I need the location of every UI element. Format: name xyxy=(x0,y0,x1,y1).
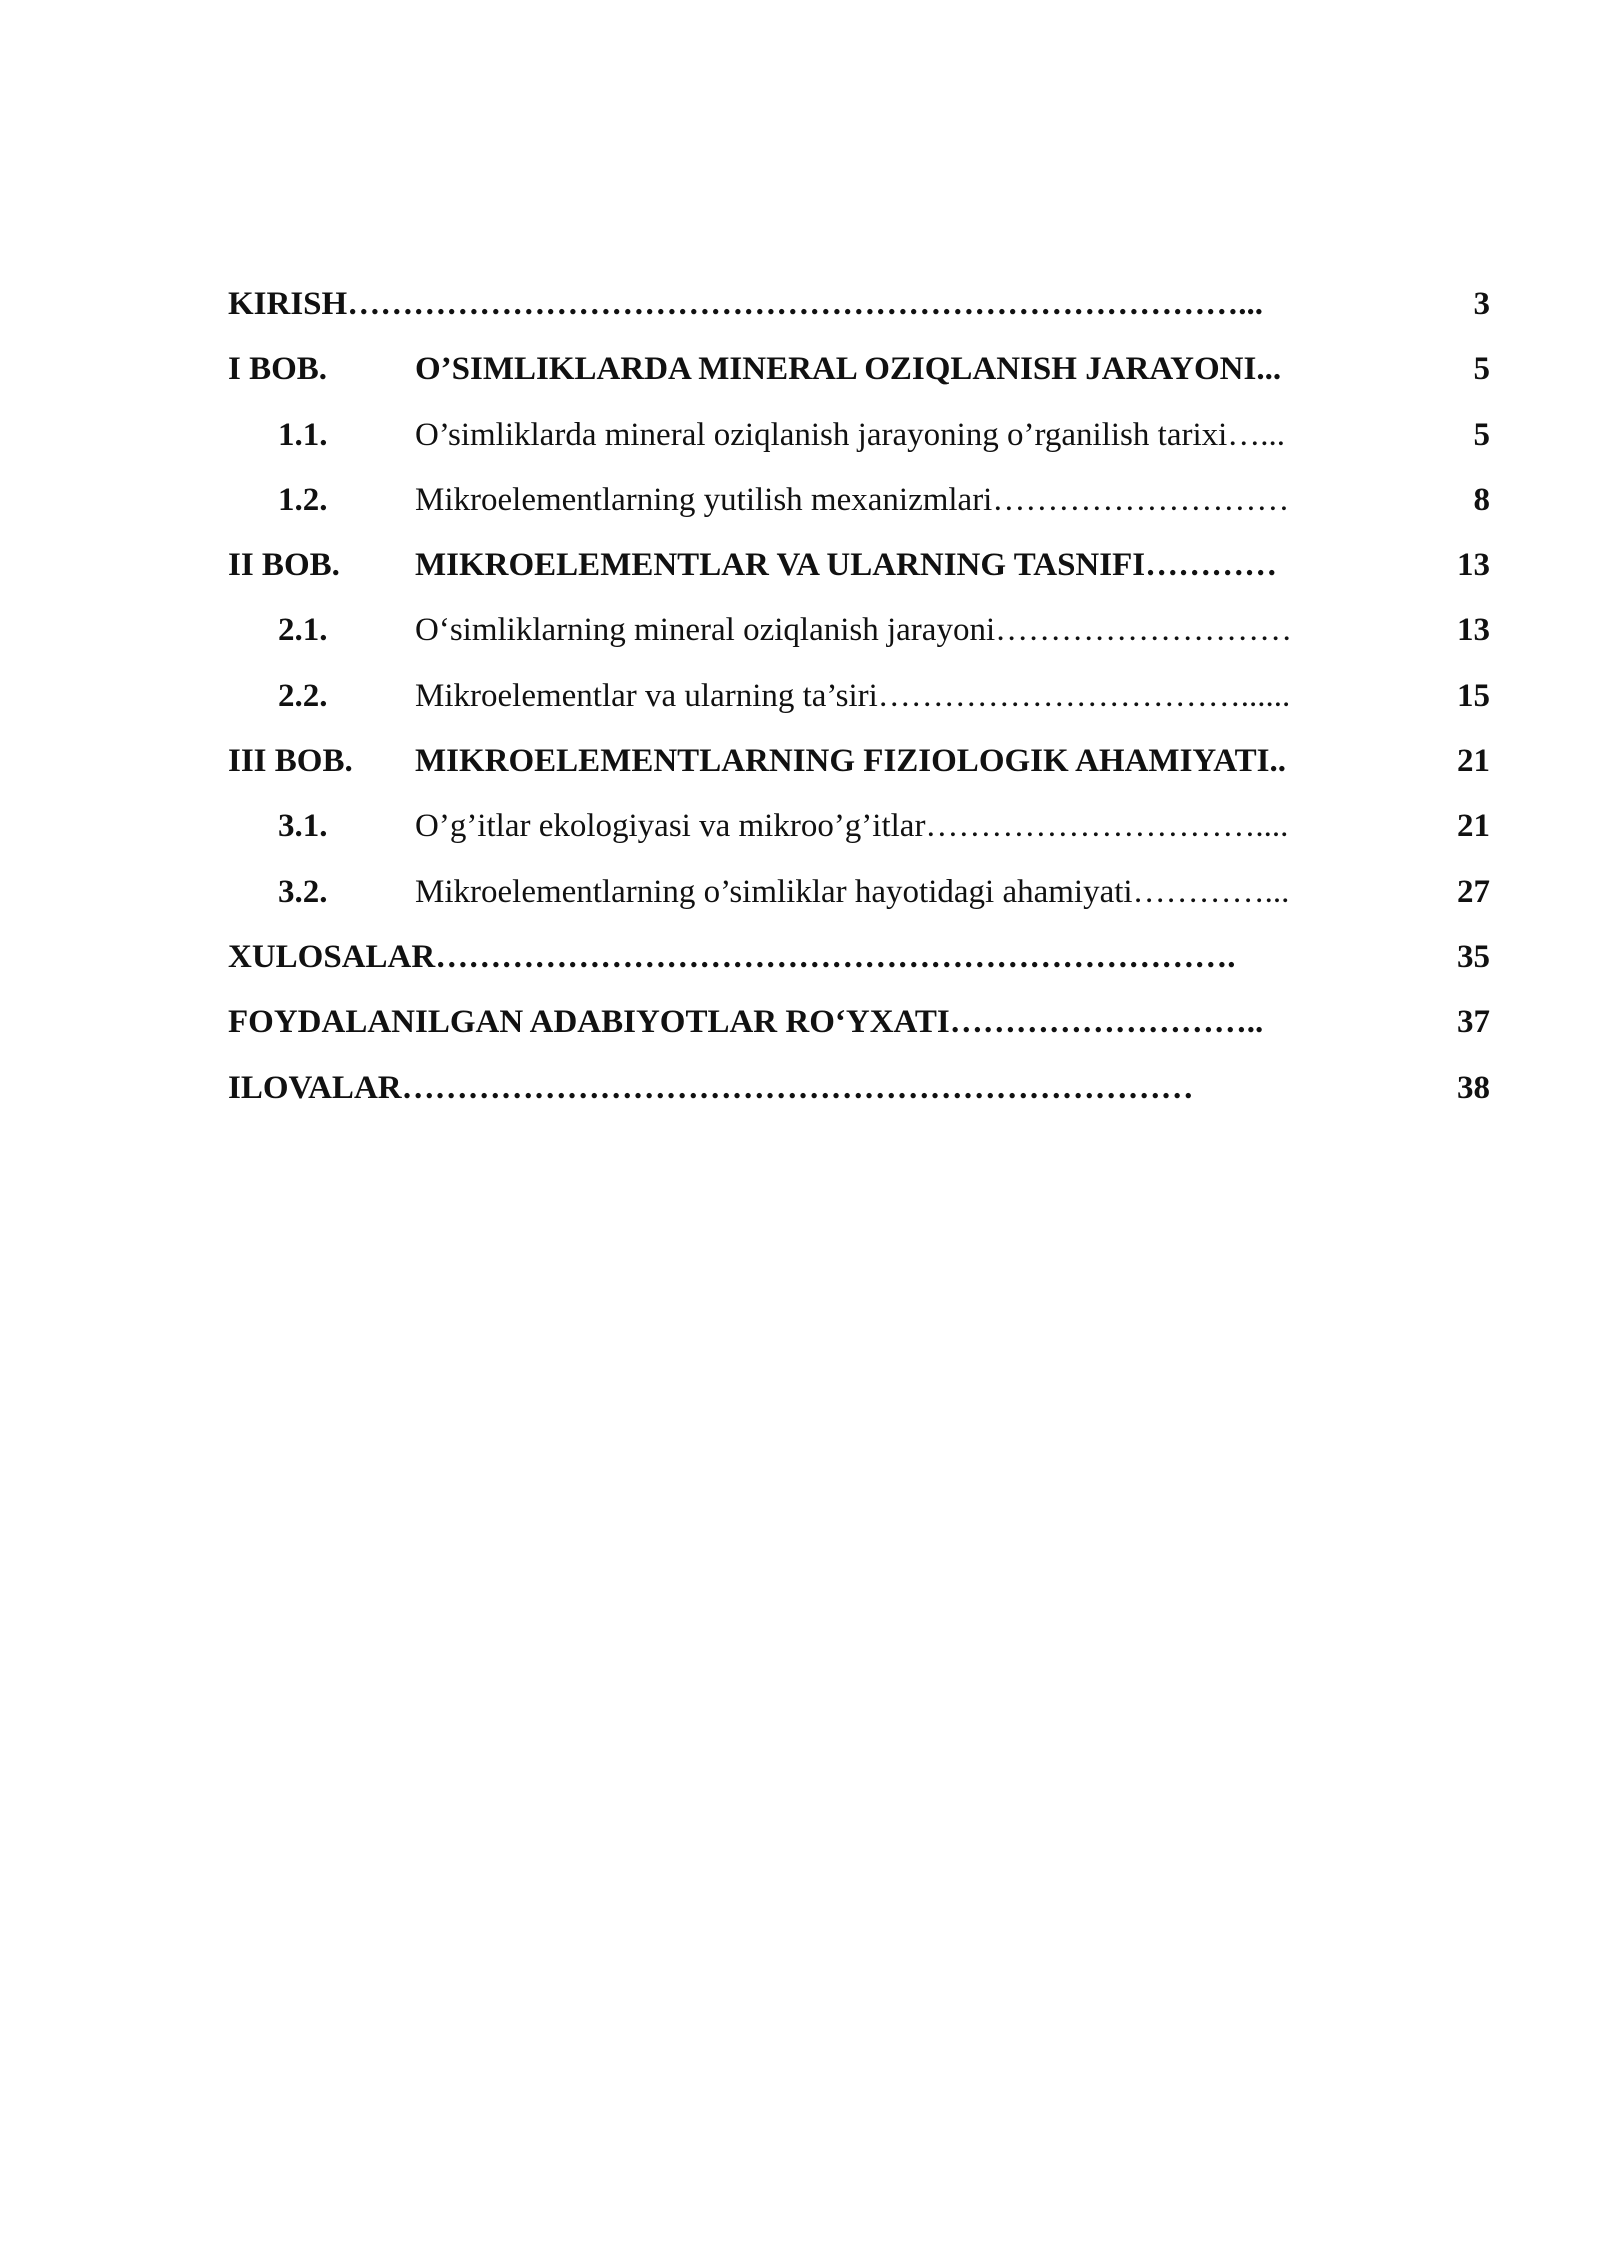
toc-entry-section-1-1[interactable] xyxy=(228,409,1490,474)
toc-entry-page: 13 xyxy=(1457,612,1490,649)
toc-entry-number: 2.1. xyxy=(278,612,328,649)
toc-entry-adabiyotlar[interactable] xyxy=(228,996,1490,1061)
toc-entry-title: MIKROELEMENTLAR VA ULARNING TASNIFI………… xyxy=(415,547,1278,584)
toc-entry-title: O‘simliklarning mineral oziqlanish jarayoni……………………… xyxy=(415,612,1293,649)
toc-entry-title: Mikroelementlarning o’simliklar hayotidagi ahamiyati…………... xyxy=(415,873,1290,910)
toc-entry-number: II BOB. xyxy=(228,547,340,584)
toc-entry-title: MIKROELEMENTLARNING FIZIOLOGIK AHAMIYATI.. xyxy=(415,743,1286,780)
toc-entry-page: 35 xyxy=(1457,938,1490,975)
toc-entry-title: Mikroelementlar va ularning ta’siri……………………………...... xyxy=(415,677,1291,714)
toc-entry-chapter-1[interactable] xyxy=(228,343,1490,408)
toc-entry-number: I BOB. xyxy=(228,351,328,388)
toc-entry-number: 1.2. xyxy=(278,481,328,518)
toc-entry-page: 27 xyxy=(1457,873,1490,910)
toc-entry-title: KIRISH………………………………………………………………………... xyxy=(228,286,1263,322)
table-of-contents xyxy=(228,278,1490,1127)
toc-entry-number: 1.1. xyxy=(278,416,328,453)
toc-entry-page: 21 xyxy=(1457,808,1490,845)
toc-entry-page: 15 xyxy=(1457,677,1490,714)
toc-entry-title: O’g’itlar ekologiyasi va mikroo’g’itlar………………………….... xyxy=(415,808,1289,845)
toc-entry-ilovalar[interactable] xyxy=(228,1062,1490,1127)
toc-entry-section-3-2[interactable] xyxy=(228,866,1490,931)
toc-entry-number: 2.2. xyxy=(278,677,328,714)
toc-entry-title: XULOSALAR………………………………………………………………. xyxy=(228,938,1236,975)
toc-entry-section-2-1[interactable] xyxy=(228,604,1490,669)
toc-entry-chapter-2[interactable] xyxy=(228,539,1490,604)
toc-entry-page: 21 xyxy=(1457,743,1490,780)
toc-entry-page: 5 xyxy=(1473,416,1490,453)
toc-entry-number: 3.2. xyxy=(278,873,328,910)
toc-entry-number: 3.1. xyxy=(278,808,328,845)
toc-entry-page: 13 xyxy=(1457,547,1490,584)
toc-entry-section-2-2[interactable] xyxy=(228,670,1490,735)
toc-entry-title: O’simliklarda mineral oziqlanish jarayoning o’rganilish tarixi…... xyxy=(415,416,1286,453)
toc-entry-chapter-3[interactable] xyxy=(228,735,1490,800)
toc-entry-kirish[interactable] xyxy=(228,278,1490,343)
toc-entry-section-1-2[interactable] xyxy=(228,474,1490,539)
toc-entry-number: III BOB. xyxy=(228,743,353,780)
toc-entry-title: O’SIMLIKLARDA MINERAL OZIQLANISH JARAYONI... xyxy=(415,351,1282,388)
toc-entry-section-3-1[interactable] xyxy=(228,800,1490,865)
toc-entry-title: Mikroelementlarning yutilish mexanizmlari……………………… xyxy=(415,481,1290,518)
toc-entry-xulosalar[interactable] xyxy=(228,931,1490,996)
toc-entry-title: FOYDALANILGAN ADABIYOTLAR RO‘YXATI……………………….. xyxy=(228,1004,1264,1041)
toc-entry-page: 3 xyxy=(1473,286,1490,322)
toc-entry-page: 8 xyxy=(1473,481,1490,518)
toc-entry-title: ILOVALAR……………………………………………………………… xyxy=(228,1069,1194,1106)
toc-entry-page: 37 xyxy=(1457,1004,1490,1041)
toc-entry-page: 5 xyxy=(1473,351,1490,388)
toc-entry-page: 38 xyxy=(1457,1069,1490,1106)
